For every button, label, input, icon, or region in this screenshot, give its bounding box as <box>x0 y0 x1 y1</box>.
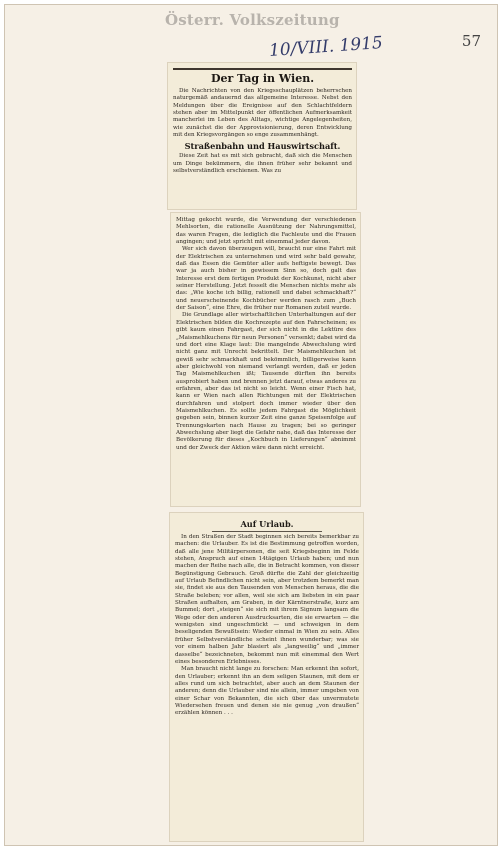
divider <box>212 531 322 532</box>
paragraph: Man braucht nicht lange zu forschen: Man erkennt ihn sofort, den Urlauber; erkennt ihn an dem seligen Staunen, mit dem er alles rund um sich betrachtet, aber auch an dem Staunen der anderen; denn die Urlauber sind nie allein, immer umgeben von einer Schar von Bekannten, die sich über das unvermutete Wiedersehen freuen und denen sie nie genug „von draußen“ erzählen können . . . <box>175 666 359 717</box>
clipping-middle <box>171 213 360 506</box>
section1-lead: Diese Zeit hat es mit sich gebracht, daß sich die Menschen um Dinge bekümmern, die ihnen früher sehr bekannt und selbstverständlich erschienen. Was zu <box>173 153 352 175</box>
article-title: Der Tag in Wien. <box>210 72 315 85</box>
clipping-top-text <box>168 63 356 175</box>
page-number: 57 <box>461 32 481 50</box>
archive-sheet <box>4 4 498 846</box>
clipping-middle-text <box>171 213 360 452</box>
newspaper-stamp: Österr. Volkszeitung <box>165 11 340 29</box>
section-title-urlaub: Auf Urlaub. <box>240 519 294 529</box>
paragraph: In den Straßen der Stadt beginnen sich bereits bemerkbar zu machen: die Urlauber. Es ist die Bestimmung getroffen worden, daß alle jene Militärpersonen, die seit Kriegsbeginn im Felde stehen, Anspruch auf einen 14tägigen Urlaub haben; und nun machen der Reihe nach alle, die in Betracht kommen, von dieser Begünstigung Gebrauch. Groß dürfte die Zahl der gleichzeitig auf Urlaub Befindlichen nicht sein, aber trotzdem bemerkt man sie, findet sie aus den Tausenden von Menschen heraus, die die Straße beleben; vor allen, weil sie sich am liebsten in ein paar Straßen aufhalten, am Graben, in der Kärntnerstraße, kurz am Bummel; dort „steigen“ sie sich mit ihrem Signum langsam die Wege oder den anderen Ausdrucksarten, die sie erwarten — die wenigsten sind ungeschmückt — und schweigen in dem beseligenden Bewußtsein: Wieder einmal in Wien zu sein. Alles früher Selbstverständliche scheint ihnen wunderbar; was sie vor einem halben Jahr blasiert als „langweilig“ und „immer dasselbe“ bezeichneten, bekommt nun mit einemmal den Wert eines besonderen Erlebnisses. <box>175 534 359 665</box>
clipping-bottom-text <box>170 513 363 718</box>
paragraph: Mittag gekocht wurde, die Verwendung der verschiedenen Mehlsorten, die rationelle Ausnützung der Nahrungsmittel, das waren Fragen, die lediglich die Fachleute und die Frauen angingen; und jetzt spricht mit einemmal jeder davon. <box>176 217 356 246</box>
handwritten-date: 10/VIII. 1915 <box>268 33 384 61</box>
paragraph: Die Grundlage aller wirtschaftlichen Unterhaltungen auf der Elektrischen bilden die Kochrezepte auf den Fahrscheinen; es gibt kaum einen Fahrgast, der sich nicht in die Lektüre des „Maismehlkuchens für neun Personen“ versenkt; dabei wird da und dort eine Klage laut: Die mangelnde Abwechslung wird nicht ganz mit Unrecht bekrittelt. Der Maismehlkuchen ist gewiß sehr schmackhaft und bekömmlich, billigerweise kann aber gleichwohl von niemand verlangt werden, daß er jeden Tag Maismehlkuchen ißt; Tausende dürften ihn bereits ausprobiert haben und brennen jetzt darauf, etwas anderes zu erfahren, aber das ist nicht so leicht. Wenn einer Fisch hat, kann er Wien nach allen Richtungen mit der Elektrischen durchfahren und stolpert doch immer wieder über den Maismehlkuchen. Es sollte jedem Fahrgast die Möglichkeit gegeben sein, binnen kurzer Zeit eine ganze Speisenfolge auf Trennungskarten nach Hause zu tragen; bei so geringer Abwechslung aber liegt die Gefahr nahe, daß das Interesse der Bevölkerung für dieses „Kochbuch in Lieferungen“ abnimmt und der Zweck der Aktion wäre dann nicht erreicht. <box>176 312 356 451</box>
clipping-bottom <box>170 513 363 841</box>
section-title-strassenbahn: Straßenbahn und Hauswirtschaft. <box>184 141 341 152</box>
divider <box>173 68 352 70</box>
clipping-top <box>168 63 356 209</box>
paragraph: Wer sich davon überzeugen will, braucht nur eine Fahrt mit der Elektrischen zu unternehmen und wird sehr bald gewahr, daß das Essen die Gemüter aller aufs heftigste bewegt. Das war ja auch bisher in gewissem Sinn so, doch galt das Interesse erst dem fertigen Produkt der Kochkunst, nicht aber seiner Herstellung. Jetzt fesselt die Menschen nichts mehr als das: „Wie koche ich billig, rationell und dabei schmackhaft?“ und neuerscheinende Kochbücher werden rasch zum „Buch der Saison“, eine Ehre, die früher nur Romanen zuteil wurde. <box>176 246 356 312</box>
article-intro: Die Nachrichten von den Kriegsschauplätzen beherrschen naturgemäß andauernd das allgemeine Interesse. Nebst den Meldungen über die Ereignisse auf den Schlachtfeldern stehen aber im Mittelpunkt der öffentlichen Aufmerksamkeit mancherlei im Leben des Alltags, wichtige Angelegenheiten, wie zunächst die der Approvisionierung, deren Entwicklung mit den Kriegsvorgängen so enge zusammenhängt. <box>173 88 352 139</box>
